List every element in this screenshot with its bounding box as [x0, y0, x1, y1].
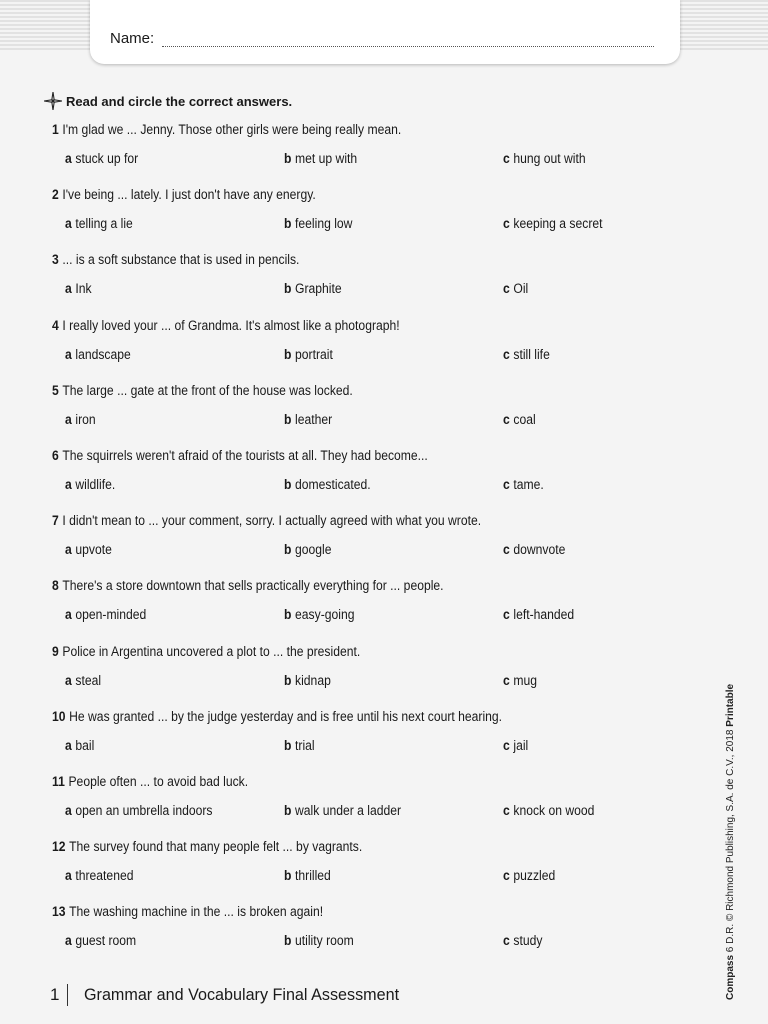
option-a[interactable]: [65, 607, 146, 622]
option-text: still life: [513, 346, 550, 362]
option-letter: c: [503, 477, 510, 492]
option-letter: a: [65, 281, 72, 297]
question-4: [52, 318, 400, 333]
option-letter: a: [65, 803, 72, 818]
option-text: Oil: [513, 281, 529, 297]
option-b[interactable]: [284, 933, 354, 948]
question-text: The survey found that many people felt ... by vagrants.: [69, 839, 363, 855]
option-letter: b: [284, 868, 292, 884]
option-text: easy-going: [295, 607, 355, 623]
question-10: [52, 709, 502, 724]
option-b[interactable]: [284, 477, 371, 492]
option-c[interactable]: [503, 281, 528, 296]
option-text: met up with: [295, 151, 358, 166]
option-a[interactable]: [65, 933, 136, 948]
question-text: The washing machine in the ... is broken again!: [69, 904, 324, 920]
option-text: walk under a ladder: [295, 803, 402, 818]
option-b[interactable]: [284, 673, 331, 688]
option-text: utility room: [295, 933, 354, 949]
question-number: 13: [52, 904, 66, 920]
option-text: open-minded: [75, 607, 147, 623]
option-c[interactable]: [503, 151, 586, 166]
option-letter: c: [503, 542, 510, 558]
option-letter: b: [284, 933, 292, 949]
option-text: leather: [295, 411, 333, 427]
option-text: telling a lie: [75, 216, 133, 232]
option-c[interactable]: [503, 738, 528, 753]
footer: [50, 984, 416, 1006]
question-number: 1: [52, 122, 59, 137]
option-letter: b: [284, 542, 292, 558]
question-1: [52, 122, 401, 137]
question-number: 9: [52, 643, 59, 659]
option-text: steal: [75, 672, 102, 688]
option-text: feeling low: [295, 216, 353, 232]
option-text: landscape: [75, 346, 131, 362]
option-b[interactable]: [284, 281, 342, 296]
option-text: puzzled: [513, 868, 556, 884]
option-letter: c: [503, 737, 510, 753]
option-text: left-handed: [513, 607, 575, 623]
option-a[interactable]: [65, 151, 138, 166]
option-letter: c: [503, 411, 510, 427]
option-letter: b: [284, 607, 292, 623]
option-b[interactable]: [284, 347, 333, 362]
question-13: [52, 904, 323, 919]
option-text: tame.: [513, 477, 544, 492]
name-label: Name:: [110, 30, 155, 47]
question-12: [52, 839, 362, 854]
question-text: He was granted ... by the judge yesterday and is free until his next court hearing.: [69, 708, 503, 724]
option-letter: a: [65, 216, 72, 232]
option-letter: c: [503, 346, 510, 362]
option-letter: b: [284, 803, 292, 818]
question-7: [52, 513, 481, 528]
option-letter: a: [65, 607, 72, 623]
option-text: coal: [513, 411, 536, 427]
footer-title: Grammar and Vocabulary Final Assessment: [84, 985, 400, 1004]
option-letter: c: [503, 933, 510, 949]
option-b[interactable]: [284, 542, 332, 557]
question-6: [52, 448, 428, 463]
question-number: 2: [52, 187, 59, 203]
option-text: knock on wood: [513, 803, 595, 818]
footer-divider: [67, 984, 68, 1006]
option-b[interactable]: [284, 738, 315, 753]
option-letter: b: [284, 672, 292, 688]
series-level: 6: [725, 946, 736, 953]
option-text: Ink: [75, 281, 92, 297]
option-text: wildlife.: [75, 477, 116, 492]
option-text: downvote: [513, 542, 566, 558]
option-letter: a: [65, 542, 72, 558]
option-text: mug: [513, 672, 538, 688]
question-text: There's a store downtown that sells practically everything for ... people.: [62, 578, 444, 594]
question-text: I'm glad we ... Jenny. Those other girls were being really mean.: [62, 122, 402, 137]
question-number: 10: [52, 708, 66, 724]
option-text: study: [513, 933, 543, 949]
question-text: Police in Argentina uncovered a plot to ... the president.: [62, 643, 361, 659]
option-a[interactable]: [65, 803, 212, 818]
question-number: 12: [52, 839, 66, 855]
option-c[interactable]: [503, 933, 542, 948]
option-letter: b: [284, 151, 292, 166]
option-c[interactable]: [503, 673, 537, 688]
option-letter: c: [503, 281, 510, 297]
option-c[interactable]: [503, 477, 544, 492]
option-b[interactable]: [284, 803, 401, 818]
option-letter: c: [503, 803, 510, 818]
star-icon: [44, 92, 62, 110]
name-box: [90, 0, 680, 64]
option-letter: a: [65, 868, 72, 884]
option-letter: a: [65, 672, 72, 688]
option-c[interactable]: [503, 216, 603, 231]
question-text: ... is a soft substance that is used in pencils.: [62, 252, 300, 268]
option-letter: a: [65, 737, 72, 753]
question-text: People often ... to avoid bad luck.: [68, 774, 249, 789]
question-text: I've being ... lately. I just don't have any energy.: [62, 187, 316, 203]
option-letter: c: [503, 607, 510, 623]
option-letter: b: [284, 346, 292, 362]
series-name: Compass: [725, 954, 736, 1000]
instruction-text: Read and circle the correct answers.: [66, 93, 293, 109]
option-letter: b: [284, 411, 292, 427]
option-text: open an umbrella indoors: [75, 803, 213, 818]
option-letter: c: [503, 672, 510, 688]
option-letter: b: [284, 737, 292, 753]
option-text: portrait: [295, 346, 333, 362]
question-9: [52, 644, 360, 659]
question-text: The large ... gate at the front of the house was locked.: [62, 382, 353, 398]
option-text: hung out with: [513, 151, 586, 166]
option-text: domesticated.: [295, 477, 371, 492]
option-c[interactable]: [503, 803, 594, 818]
option-text: iron: [75, 411, 96, 427]
option-text: trial: [295, 737, 315, 753]
option-letter: a: [65, 346, 72, 362]
option-a[interactable]: [65, 347, 131, 362]
option-b[interactable]: [284, 412, 332, 427]
question-8: [52, 578, 444, 593]
option-letter: c: [503, 868, 510, 884]
option-a[interactable]: [65, 477, 115, 492]
name-field[interactable]: [162, 46, 654, 47]
question-text: I didn't mean to ... your comment, sorry. I actually agreed with what you wrote.: [62, 513, 482, 529]
option-text: google: [295, 542, 332, 558]
question-5: [52, 383, 353, 398]
rights-text: D.R. © Richmond Publishing, S.A. de C.V., 2018: [725, 729, 736, 944]
side-credit: [725, 684, 736, 1000]
option-text: stuck up for: [75, 151, 139, 166]
question-number: 8: [52, 578, 59, 594]
option-a[interactable]: [65, 412, 96, 427]
option-text: jail: [513, 737, 529, 753]
question-11: [52, 774, 248, 789]
option-b[interactable]: [284, 151, 357, 166]
question-number: 7: [52, 513, 59, 529]
option-letter: b: [284, 477, 292, 492]
option-a[interactable]: [65, 673, 101, 688]
option-letter: a: [65, 477, 72, 492]
question-number: 5: [52, 382, 59, 398]
option-c[interactable]: [503, 607, 574, 622]
option-letter: c: [503, 151, 510, 166]
question-number: 3: [52, 252, 59, 268]
option-letter: a: [65, 933, 72, 949]
option-letter: a: [65, 411, 72, 427]
option-text: thrilled: [295, 868, 331, 884]
option-c[interactable]: [503, 347, 550, 362]
option-a[interactable]: [65, 738, 94, 753]
option-b[interactable]: [284, 216, 352, 231]
option-a[interactable]: [65, 281, 92, 296]
question-number: 4: [52, 317, 59, 333]
option-text: kidnap: [295, 672, 331, 688]
question-number: 6: [52, 448, 59, 463]
option-a[interactable]: [65, 542, 112, 557]
option-text: Graphite: [295, 281, 342, 297]
option-c[interactable]: [503, 868, 555, 883]
question-text: The squirrels weren't afraid of the tourists at all. They had become...: [62, 448, 428, 463]
option-text: bail: [75, 737, 95, 753]
page-number: 1: [50, 985, 60, 1004]
option-letter: b: [284, 216, 292, 232]
option-c[interactable]: [503, 412, 536, 427]
question-2: [52, 187, 316, 202]
option-letter: c: [503, 216, 510, 232]
question-number: 11: [52, 774, 65, 789]
printable-tag: Printable: [725, 683, 736, 727]
option-a[interactable]: [65, 216, 133, 231]
option-letter: a: [65, 151, 72, 166]
option-text: guest room: [75, 933, 137, 949]
instruction: [44, 92, 292, 110]
option-c[interactable]: [503, 542, 565, 557]
option-text: keeping a secret: [513, 216, 603, 232]
option-text: upvote: [75, 542, 112, 558]
question-3: [52, 252, 299, 267]
option-a[interactable]: [65, 868, 133, 883]
question-text: I really loved your ... of Grandma. It's almost like a photograph!: [62, 317, 400, 333]
option-b[interactable]: [284, 868, 331, 883]
option-text: threatened: [75, 868, 134, 884]
option-b[interactable]: [284, 607, 354, 622]
option-letter: b: [284, 281, 292, 297]
